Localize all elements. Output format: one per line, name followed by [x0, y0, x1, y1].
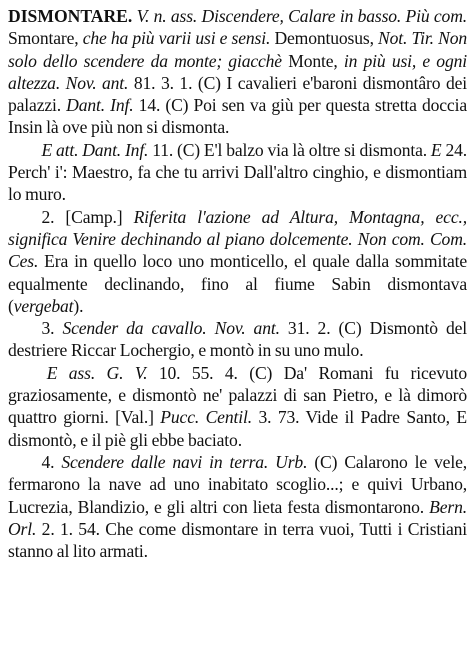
entry-sense-4 [8, 451, 467, 562]
roman-text: 24. Perch' i': Maestro, fa che tu arrivi Dall'altro cinghio, e dismontiam lo muro. [8, 139, 467, 205]
headword: DISMONTARE. [8, 6, 133, 26]
roman-text: 14. (C) Poi sen va giù per questa stretta doccia Insin là ove più non si dismonta. [8, 95, 467, 138]
italic-text: Dant. Inf. [66, 95, 134, 116]
roman-text: 10. 55. 4. (C) Da' Romani fu ricevuto graziosamente, e dismontò ne' palazzi di san Pietro, e là dimorò quattro giorni. [Val.] [8, 362, 467, 428]
italic-text: in più usi, e ogni altezza. Nov. ant. [8, 50, 467, 93]
roman-text: ). [73, 295, 84, 316]
roman-text: 4. [41, 451, 62, 472]
italic-text: Riferita l'azione ad Altura, Montagna, ecc., significa Venire dechinando al piano dolcemente. Non com. Com. Ces. [8, 206, 468, 272]
entry-sense-transitive [8, 139, 467, 206]
entry-definition [8, 5, 467, 139]
entry-sense-2 [8, 206, 467, 317]
roman-text: Demontuosus, [270, 28, 379, 49]
roman-text: 3. 73. Vide il Padre Santo, E dismontò, e il piè gli ebbe baciato. [8, 407, 467, 450]
italic-text: Scendere dalle navi in terra. Urb. [61, 451, 308, 472]
dictionary-entry-dismontare [8, 5, 467, 562]
italic-text: V. n. ass. Discendere, Calare in basso. Più com. [132, 6, 467, 26]
roman-text: 81. 3. 1. (C) I cavalieri e'baroni dismontâro dei palazzi. [8, 72, 468, 116]
roman-text: 3. [41, 318, 63, 339]
italic-text: E att. Dant. Inf. [41, 139, 149, 160]
italic-text: Not. Tir. Non solo dello scendere da monte; giacchè [8, 28, 467, 71]
italic-text: Pucc. Centil. [160, 407, 252, 428]
italic-text: che ha più varii usi e sensi. [82, 28, 271, 49]
roman-text: 2. 1. 54. Che come dismontare in terra vuoi, Tutti i Cristiani stanno al lito armati. [8, 518, 467, 562]
entry-sense-3 [8, 317, 467, 362]
italic-text: E [430, 139, 442, 160]
roman-text: Smontare, [8, 28, 83, 49]
roman-text: 11. (C) E'l balzo via là oltre si dismonta. [148, 139, 431, 160]
roman-text: Era in quello loco uno monticello, el quale dalla sommitate equalmente declinando, fino al fiume Sabin dismontava ( [8, 251, 467, 316]
entry-sense-absolute [8, 362, 467, 451]
italic-text: Scender da cavallo. Nov. ant. [62, 318, 280, 339]
roman-text: Monte, [281, 50, 344, 71]
roman-text: (C) Calarono le vele, fermarono la nave ad uno inabitato scoglio...; e quivi Urbano, Lucrezia, Blandizio, e gli altri con lieta festa dismontarono. [8, 451, 467, 517]
italic-text: Bern. Orl. [8, 496, 467, 539]
italic-text: vergebat [13, 295, 74, 316]
roman-text: 2. [Camp.] [41, 206, 134, 227]
italic-text: E ass. G. V. [46, 362, 148, 383]
roman-text: 31. 2. (C) Dismontò del destriere Riccar Lochergio, e montò in su uno mulo. [8, 318, 467, 361]
